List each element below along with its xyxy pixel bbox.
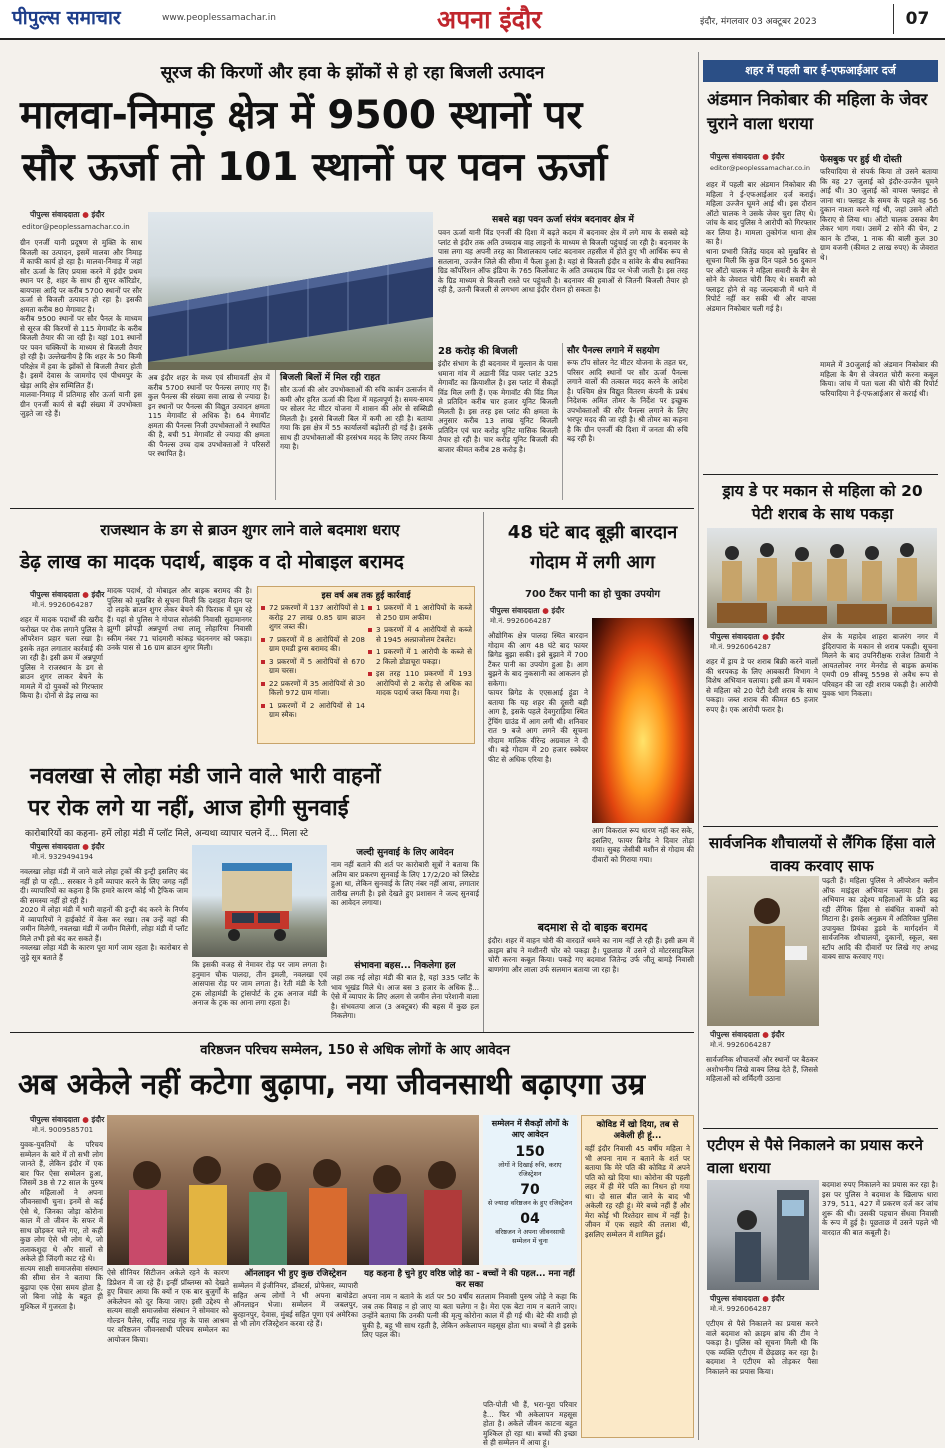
police-cleaning-photo	[707, 876, 819, 1026]
s3-debate-body: जहां तक नई लोहा मंडी की बात है, यहां 335 प्लॉट के भाव भूखंड मिले थे। आज बस 3 हजार के अधिक हैं... ऐसे में व्यापार के लिए अलग से जमीन लेना परेशानी वाला है। संभवतया आज (3 अक्टूबर) की बहस में कुछ हल निकलेगा।	[331, 973, 479, 1020]
s1-byline: पीपुल्स संवाददाता ● इंदौर	[30, 210, 105, 219]
s4-photo-caption: आग विकराल रूप धारण नहीं कर सके, इसलिए, फायर ब्रिगेड ने दिवार तोड़ा गया। सुबह जेसीबी मशीन से गोदाम की दीवारों को गिराया गया।	[592, 826, 694, 864]
s3-headline-2: पर रोक लगे या नहीं, आज होगी सुनवाई	[28, 796, 349, 821]
s2-stats-right	[368, 603, 472, 738]
s1-photo-caption: अब इंदौर शहर के मध्य एवं सीमावर्ती क्षेत्र में करीब 5700 स्थानों पर पैनल्स लगाए गए हैं। कुल पैनल्स की संख्या सवा लाख से ज्यादा है। इन स्थानों पर पैनल्स की विद्युत उत्पादन क्षमता 115 मेगावॉट से अधिक है। 64 मेगावॉट क्षमता की पैनल्स निजी उपभोक्ताओं ने स्थापित की है, बची 51 मेगावॉट से ज्यादा की क्षमता की पैनल्स उच्च दाब उपभोक्ताओं ने परिसरों पर स्थापित है।	[148, 373, 270, 458]
r2-headline: ड्राय डे पर मकान से महिला को 20 पेटी शराब के साथ पकड़ा	[722, 482, 923, 524]
s4-body-1: औद्योगिक क्षेत्र पालदा स्थित बारदान गोदाम की आग 48 घंटे बाद फायर ब्रिगेड बुझा सकी। इसे बुझाने में 700 टैंकर पानी का उपयोग हुआ है। आग बुझने के बाद नुकसानी का आकलन हो सकेगा। फायर ब्रिगेड के एएसआई हुंडा ने बताया कि यह शहर की दूसरी बड़ी आग है, इसके पहले देवगुराड़िया स्थित ट्रेंचिंग ग्राउंड में आग लगी थी। शनिवार रात 9 बजे आग लगने की सूचना गोदाम मालिक वीरेन्द्र अग्रवाल ने दी थी। बड़े गोदाम में 20 हजार स्क्वेयर फीट से अधिक एरिया है।	[488, 631, 588, 764]
s3-headline-1: नवलखा से लोहा मंडी जाने वाले भारी वाहनों	[30, 764, 381, 789]
divider	[703, 474, 938, 475]
s1-solar-heading: सौर पैनल्स लगाने में सहयोग	[567, 346, 660, 356]
s1-headline-1: मालवा-निमाड़ क्षेत्र में 9500 स्थानों पर	[20, 93, 583, 138]
list-item: 1 प्रकरणों में 2 आरोपियों से 14 ग्राम स्मैक।	[261, 701, 365, 720]
r2-byline: पीपुल्स संवाददाता ● इंदौर	[710, 632, 785, 641]
r1-body-2: मामले में 30जुलाई को अंडमान निकोबार की महिला के बैग से जेवरात चोरी करना कबूल किया। जांच में पता चला की चोरी की रिपोर्ट फरियादिया ने ई-एफआईआर से कराई थी।	[820, 360, 938, 398]
s2-kicker: राजस्थान के डग से ब्राउन शुगर लाने वाले बदमाश धराए	[100, 521, 400, 539]
s3-subheading: कारोबारियों का कहना- हमें लोहा मंडी में प्लॉट मिले, अन्यथा व्यापार चलने दें... मिला स्टे	[25, 829, 308, 839]
r1-body: शहर में पहली बार अंडमान निकोबार की महिला ने ई-एफआईआर दर्ज कराई। महिला उज्जैन घूमने आई थी। इस दौरान ऑटो चालक ने उसके जेवर चुरा लिए थे। जांच के बाद पुलिस ने आरोपी को गिरफ्तार कर लिया है। मामला तुकोगंज थाना क्षेत्र का है। थाना प्रभारी जितेंद्र यादव को मुखबिर से सूचना मिली कि कुछ दिन पहले 56 दुकान पर ऑटो चालक ने महिला सवारी के बैग से सोने के जेवरात चोरी किए थे। सवारी को फ्लाइट होने से वह जल्दबाजी में थाने में रिपोर्ट नहीं कर सकी थी और वापस अंडमान निकोबार चली गई है।	[706, 180, 816, 313]
s5-kids-body: अपना नाम न बताने के शर्त पर 50 वर्षीय सतलाम निवासी पुरुष जोड़े ने कहा कि जब तक विवाह न हो जाए या बता चलेगा न है। मेरा एक बेटा नाम न बताने जाए। उन्होंने बताया कि उनकी पत्नी की मृत्यु कोरोना काल में ही गई थी। बेटे की शादी हो चुकी है, बहू भी साथ रहती है, लेकिन अकेलापन महसूस होता था। बच्चों ने ही इसके लिए पहल की।	[362, 1292, 577, 1339]
s1-bills-box	[275, 370, 433, 500]
s4-bike-heading: बदमाश से दो बाइक बरामद	[537, 921, 648, 934]
s3-body: नवलखा लोहा मंडी में जाने वाले लोहा ट्रकों की इन्ट्री इसलिए बंद नहीं हो पा रही... सरकार ने हमें व्यापार करने के लिए जगह नहीं दी। व्यापारियों का कहना है कि हमारे कारण कोई भी ट्रैफिक जाम की समस्या नहीं हो रही है। 2020 में लोहा मंडी में भारी वाहनों की इन्ट्री बंद करने के निर्णय में व्यापारियों ने हाईकोर्ट में केस कर रखा। तब उन्हें वहां की जमीन मिलेगी, नवलखा मंडी में जमीन मिलेगी, लोहा मंडी में प्लॉट मिले तभी इसे बंद कर सकते हैं। नवलखा लोहा मंडी के कारण पूरा मार्ग जाम रहता है। कारोबार से जुड़े सूत्र बताते हैं	[20, 867, 188, 962]
s5-covid-body: वहीं इंदौर निवासी 45 वर्षीय महिला ने भी अपना नाम न बताने के शर्त पर बताया कि मेरे पति की कोविड में अपने पति को खो दिया था। कोरोना की पहली लहर में ही मेरे पति का निधन हो गया था। दो साल बीत जाने के बाद भी अकेली रह रही हूं। मेरे बच्चे नहीं हैं और मेरा कोई भी रिश्तेदार साथ में नहीं है। जीवन में एक सहारे की तलाश थी, इसलिए सम्मेलन में शामिल हुई।	[585, 1144, 690, 1239]
s5-online-body: सम्मेलन में इंजीनियर, डॉक्टर्स, प्रोफेसर, व्यापारी सहित अन्य लोगों ने भी अपना बायोडेटा ऑनलाइन भेजा। सम्मेलन में जबलपुर, बुरहानपुर, देवास, मुंबई सहित पूणा एवं अमेरिका से भी लोग रजिस्ट्रेशन करवा रहे हैं।	[233, 1281, 358, 1328]
truck-photo	[192, 845, 327, 957]
r3-mobile: मो.नं. 9926064287	[710, 1041, 772, 1049]
r1-banner: शहर में पहली बार ई-एफआईआर दर्ज	[703, 60, 938, 82]
s2-stats-box	[257, 586, 475, 744]
stat-item	[486, 1211, 574, 1245]
stat-item	[486, 1182, 574, 1207]
s3-photo-caption: कि इसकी वजह से नेमावर रोड़ पर जाम लगता है। हनुमान चौक पालदा, तीन इमली, नवलखा एवं आसपास रोड़ पर जाम लगता है। रेती मंडी के रैती ट्रक लोहामंडी के ट्रांसपोर्ट के ट्रक अनाज मंडी के अनाज के ट्रक का आना लगा रहता है।	[192, 960, 327, 1007]
r2-mobile: मो.नं. 9926064287	[710, 643, 772, 651]
r3-byline: पीपुल्स संवाददाता ● इंदौर	[710, 1030, 785, 1039]
divider	[10, 508, 694, 509]
s5-photo-caption: ऐसे सीनियर सिटीजन अकेले रहने के कारण डिप्रेशन में जा रहे हैं। इन्हीं प्रॉब्लम्स को देखते हुए विचार आया कि क्यों न एक बार बुजुर्गों के अकेलेपन को दूर किया जाए। इसी उद्देश्य से सत्यम साक्षी समाजसेवा संस्थान ने सोमवार को गोल्डन पैलेस, रवींद्र नाट्य गृह के पास आश्रम पर वरिष्ठजन जीवनसाथी परिचय सम्मेलन का आयोजन किया।	[107, 1268, 229, 1344]
r2-body-1: शहर में ड्राय डे पर शराब बिक्री करने वालों की धरपकड़ के लिए आबकारी विभाग ने विशेष अभियान चलाया। इसी क्रम में मकान से महिला को 20 पेटी देशी शराब के साथ पकड़ा। जब्त शराब की कीमत 65 हजार रुपए है। एक आरोपी फरार है।	[706, 657, 818, 714]
seniors-event-photo	[107, 1115, 479, 1265]
r4-headline: एटीएम से पैसे निकालने का प्रयास करने वाला धराया	[707, 1136, 923, 1177]
s5-kicker: वरिष्ठजन परिचय सम्मेलन, 150 से अधिक लोगों के आए आवेदन	[200, 1043, 510, 1058]
list-item: 1 प्रकरणों में 1 आरोपियों के कब्जे से 250 ग्राम अफीम।	[368, 603, 472, 622]
s2-byline: पीपुल्स संवाददाता ● इंदौर	[30, 590, 105, 599]
stat-number: 70	[520, 1182, 540, 1198]
r1-facebook-body: फरियादिया से संपर्क किया तो उसने बताया कि वह 27 जुलाई को इंदौर-उज्जैन घूमने आई थी। 30 जुलाई को वापस फ्लाइट से जाना था। फ्लाइट के समय के पहले वह 56 दुकान नाश्ता करने गई थी, जहां उसने ऑटो किराए से लिया था। ऑटो चालक उसका बैग लेकर भाग गया। उसमें 2 सोने की चेन, 2 कान के टॉप्स, 1 नाक की बाली कुल 30 ग्राम वजनी (कीमत 2 लाख रुपए) के जेवरात थे।	[820, 167, 938, 262]
s5-stats-box	[483, 1115, 577, 1265]
s4-bike-body: इंदौर। शहर में वाहन चोरी की वारदातें थमने का नाम नहीं ले रही हैं। इसी क्रम में क्राइम ब्रांच ने मशीनरी चोर को पकड़ा है। पूछताछ में उसने दो मोटरसाइकिल चोरी करना कबूल किया। पकड़े गए बदमाश जितेन्द्र उर्फ जीतू बामड़े निवासी बाणगंगा और लाला उर्फ सलमान बताया जा रहा है।	[488, 936, 694, 974]
s5-body: युवक-युवतियों के परिचय सम्मेलन के बारे में तो सभी लोग जानते हैं, लेकिन इंदौर में एक बार फिर ऐसा सम्मेलन हुआ, जिसमें 38 से 72 साल के पुरुष और महिलाओं ने अपना जीवनसाथी चुना। इनमें से कई ऐसे थे, जिनका जोड़ा कोरोना काल में तो जीवन के सफर में साथ छोड़कर चले गए, तो कहीं कुछ लोग ऐसे भी लोग थे, जो तलाकशुदा थे और सालों से अकेले ही जिंदगी काट रहे थे। सत्यम साक्षी समाजसेवा संस्थान की सीमा सेन ने बताया कि बुढ़ापा एक ऐसा समय होता है, जो बिना जोड़े के बहुत ही मुश्किल में गुजरता है।	[20, 1140, 103, 1311]
list-item: 7 प्रकरणों में 8 आरोपियों से 208 ग्राम एमडी ड्रग्स बरामद की।	[261, 635, 365, 654]
solar-panel-photo	[148, 212, 433, 370]
s3-byline: पीपुल्स संवाददाता ● इंदौर	[30, 842, 105, 851]
s3-hearing-heading: जल्दी सुनवाई के लिए आवेदन	[356, 848, 454, 858]
stat-number: 150	[515, 1144, 545, 1160]
s1-bills-body: सौर ऊर्जा की ओर उपभोक्ताओं की रुचि कार्बन उत्सर्जन में कमी और हरित ऊर्जा की दिशा में महत्वपूर्ण है। समय-समय पर सोलर नेट मीटर योजना में शासन की ओर से सब्सिडी मिलती है। इससे बिजली बिल में कमी आ रही है। बताया गया कि इस क्षेत्र में 55 कार्यालयों बढ़ोतरी हो गई है। इसके साथ ही उपभोक्ताओं की हरसंभव मदद के लिए तत्पर किया गया है।	[280, 385, 433, 451]
s1-solar-box	[562, 343, 688, 500]
s1-wind-heading: सबसे बड़ा पवन ऊर्जा संयंत्र बदनावर क्षेत्र में	[492, 215, 634, 225]
s3-hearing-box	[331, 845, 479, 957]
s2-body-col1: शहर में मादक पदार्थों की खरीद फरोख्त पर रोक लगाने पुलिस ने ऑपरेशन प्रहार चला रखा है। इसके तहत लगातार कार्रवाई की जा रही है। इसी क्रम में अन्नपूर्णा पुलिस ने राजस्थान के डग से ब्राउन शुगर लाकर बेचने के मामले में दो युवकों को गिरफ्तार किया है। दोनों से डेढ़ लाख का	[20, 615, 103, 700]
police-raid-photo	[707, 528, 937, 628]
list-item: इस तरह 110 प्रकरणों में 193 आरोपियों से 2 करोड़ से अधिक का मादक पदार्थ जब्त किया गया है।	[368, 669, 472, 698]
stat-label: से ज्यादा वरिष्ठजन के हुए रजिस्ट्रेशन	[487, 1199, 573, 1207]
s1-wind-body: पवन ऊर्जा यानी विंड एनर्जी की दिशा में बढ़ते कदम में बदनावर क्षेत्र में लगे माच के सबसे बड़े प्लांट से इंदौर तक अति उच्चदाब वाह लाइनों के माध्यम से बिजली पहुंचाई जा रही है। बदनावर के पास लगा यह अपनी तरह का विशालकाय प्लांट बदनावर तहसील में होते हुए भी आर्थिक रूप से सतलाना, उज्जैन जिले की सीमा में फैला हुआ है। यहां से बिजली इंदौर व सांवेर के बीच स्थानिका ग्रिड कॉर्पोरेशन ऑफ इंडिया के 765 किलोवाट के अति उच्चदाब ग्रिड पर भेजी जाती है। इस तरह के ग्रिड माध्यम से बिजली रास्ते पर पहुंचती है। बदनावर की हवाओं से जितनी बिजली तैयार हो रही है, उतनी बिजली से लगभग आधा इंदौर रोशन हो सकता है।	[438, 228, 688, 294]
s2-stats-left	[261, 603, 365, 738]
r3-body-2: सार्वजनिक शौचालयों और स्थानों पर बैठकर अशोभनीय लिखे वाक्य लिख देते हैं, जिससे महिलाओं को शर्मिंदगी उठाना	[706, 1055, 818, 1083]
logo[interactable]: पीपुल्स समाचार	[12, 7, 121, 29]
list-item: 3 प्रकरणों में 5 आरोपियों से 670 ग्राम चरस।	[261, 657, 365, 676]
s1-email: editor@peoplessamachar.co.in	[22, 223, 130, 231]
list-item: 1 प्रकरणों में 1 आरोपी के कब्जे से 2 किलो डोडाचूरा पकड़ा।	[368, 647, 472, 666]
stat-item	[486, 1144, 574, 1178]
s5-stats-heading: सम्मेलन में सैकड़ों लोगों के आए आवेदन	[491, 1119, 569, 1139]
s4-kicker: 700 टैंकर पानी का हो चुका उपयोग	[525, 589, 660, 600]
stat-label: लोगों ने दिखाई रुचि, कराए रजिस्ट्रेशन	[498, 1161, 562, 1178]
fire-photo	[592, 618, 694, 823]
s1-kicker: सूरज की किरणों और हवा के झोंकों से हो रहा बिजली उत्पादन	[160, 63, 545, 83]
s1-bills-heading: बिजली बिलों में मिल रही राहत	[280, 373, 381, 383]
s5-covid-heading: कोविड में खो दिया, तब से अकेली ही हूं...	[596, 1120, 679, 1141]
s1-headline-2: सौर ऊर्जा तो 101 स्थानों पर पवन ऊर्जा	[22, 145, 608, 190]
s5-covid-box	[581, 1115, 694, 1438]
s4-headline-2: गोदाम में लगी आग	[530, 552, 655, 573]
s1-body: ग्रीन एनर्जी यानी प्रदूषण से मुक्ति के साथ बिजली का उत्पादन, इसमें मालवा और निमाड़ में काफी कार्य हो रहा है। मालवा-निमाड़ में जहां सौर ऊर्जा के लिए प्रयास करने में इंदौर प्रथम स्थान पर है, शहर के साथ ही सुपर कॉरिडोर, बायपास आदि पर करीब 5700 स्थानों पर सौर ऊर्जा से बिजली उत्पादन हो रहा है। इसकी क्षमता करीब 80 मेगावाट है। करीब 9500 स्थानों पर सौर पैनल के माध्यम से सूरज की किरणों से 115 मेगावॉट के करीब बिजली तैयार की जा रही है। यहां 101 स्थानों पर पवन चक्कियों के माध्यम से बिजली तैयार हो रही है। उल्लेखनीय है कि शहर के 50 किमी परिक्षेत्र में हवा के झोंकों से बिजली तैयार होती है। इसमें देवास के जामगोद एवं पीथमपुर के खेड़ा आदि क्षेत्र सम्मिलित हैं। मालवा-निमाड़ में प्रतिमाह सौर ऊर्जा यानी इस ग्रीन एनर्जी कार्य से बढ़ी संख्या में उपभोक्ता जुड़ते जा रहे हैं।	[20, 238, 142, 418]
r4-body-1: एटीएम से पैसे निकालने का प्रयास करने वाले बदमाश को क्राइम ब्रांच की टीम ने पकड़ा है। पुलिस को सूचना मिली थी कि एक व्यक्ति एटीएम में छेड़छाड़ कर रहा है। बदमाश ने एटीएम को तोड़कर पैसा निकालने का प्रयास किया।	[706, 1319, 818, 1376]
s2-stats-heading: इस वर्ष अब तक हुई कार्रवाई	[321, 591, 411, 601]
r2-body-2: क्षेत्र के महादेव शाहरा बाजरंग नगर में इंदिरापारा के मकान से शराब पकड़ी। सूचना मिलने के बाद उपनिरीक्षक राजेश तिवारी ने आयतलोवर नगर मेनरोड से बाइक क्रमांक एमपी 09 सीक्यू 5598 से अवैध रूप से परिवहन की जा रही शराब पकड़ी है। आरोपी युवक भाग निकला।	[822, 632, 938, 698]
atm-cctv-photo	[707, 1180, 819, 1290]
s3-debate-box	[331, 958, 479, 1024]
s5-paragraph: पति-पोती भी हैं, भरा-पूरा परिवार है... फिर भी अकेलापन महसूस होता है। अकेले जीवन काटना बहुत मुश्किल हो रहा था। बच्चों की इच्छा से ही सम्मेलन में आया हूं।	[483, 1400, 577, 1447]
divider	[10, 1032, 694, 1033]
s3-debate-heading: संभावना बहस... निकलेगा हल	[354, 961, 456, 971]
s3-mobile: मो.नं. 9329494194	[32, 853, 94, 861]
dateline: इंदौर, मंगलवार 03 अक्टूबर 2023	[700, 17, 817, 27]
s2-mobile: मो.नं. 9926064287	[32, 601, 94, 609]
stat-label: वरिष्ठजन ने अपना जीवनसाथी सम्मेलन में चुना	[495, 1228, 565, 1245]
s5-byline: पीपुल्स संवाददाता ● इंदौर	[30, 1115, 105, 1124]
r1-facebook-heading: फेसबुक पर हुई थी दोस्ती	[820, 155, 902, 165]
stat-number: 04	[520, 1211, 540, 1227]
s5-mobile: मो.नं. 9009585701	[32, 1126, 94, 1134]
r4-byline: पीपुल्स संवाददाता ● इंदौर	[710, 1294, 785, 1303]
list-item: 22 प्रकरणों में 35 आरोपियों से 30 किलो 972 ग्राम गांजा।	[261, 679, 365, 698]
r4-body-2: बदमाश रुपए निकालने का प्रयास कर रहा है। इस पर पुलिस ने बदमाश के खिलाफ धारा 379, 511, 427 में प्रकरण दर्ज कर जांच शुरू की थी। उसकी पहचान सेंधवा निवासी के रूप में हुई है। पूछताछ में उसने पहले भी वारदात की बात कबूली है।	[822, 1180, 938, 1237]
divider	[698, 52, 699, 1440]
r3-body-1: पढ़ती हैं। महिला पुलिस ने ऑपरेशन क्लीन ऑफ माइंड्स अभियान चलाया है। इस अभियान का उद्देश्य महिलाओं के प्रति बढ़ रही लैंगिक हिंसा से संबंधित वाक्यों को मिटाना है। इसके अनुक्रम में अतिरिक्त पुलिस उपायुक्त प्रियंका डुडवे के मार्गदर्शन में सार्वजनिक शौचालयों, दुकानों, स्कूल, बस स्टॉप आदि की दीवारों पर लिखे गए अभद्र वाक्य साफ करवाए गए।	[822, 876, 938, 961]
s5-kids-heading: यह कहना है चुने हुए वरिष्ठ जोड़े का - बच्चों ने की पहल... मना नहीं कर सका	[364, 1269, 575, 1290]
s3-hearing-body: नाम नहीं बताने की शर्त पर कारोबारी सूत्रों ने बताया कि अतिम बार प्रकरण सुनवाई के लिए 17/2/20 को लिस्टेड हुआ था, लेकिन सुनवाई के लिए नंबर नहीं आया, लगातार तारीख लगती है। इसे देखते हुए प्रशासन ने जल्द सुनवाई का आवेदन लगाया।	[331, 860, 479, 907]
r1-headline: अंडमान निकोबार की महिला के जेवर चुराने वाला धराया	[707, 90, 928, 133]
list-item: 3 प्रकरणों में 4 आरोपियों से कब्जे से 1945 अल्प्राजोलम टेबलेट।	[368, 625, 472, 644]
r3-headline: सार्वजनिक शौचालयों से लैंगिक हिंसा वाले वाक्य करवाए साफ	[708, 834, 936, 875]
r1-byline: पीपुल्स संवाददाता ● इंदौर	[710, 152, 785, 161]
s1-wind-box	[438, 212, 688, 340]
s4-byline: पीपुल्स संवाददाता ● इंदौर	[490, 606, 565, 615]
section-title: अपना इंदौर	[437, 5, 542, 34]
s5-headline: अब अकेले नहीं कटेगा बुढ़ापा, नया जीवनसाथी बढ़ाएगा उम्र	[18, 1067, 646, 1101]
s2-headline: डेढ़ लाख का मादक पदार्थ, बाइक व दो मोबाइल बरामद	[20, 551, 404, 573]
r1-email: editor@peoplessamachar.co.in	[710, 164, 810, 172]
list-item: 72 प्रकरणों में 137 आरोपियों से 1 करोड़ 27 लाख 0.85 ग्राम ब्राउन शुगर जब्त की।	[261, 603, 365, 632]
s2-body-col2: मादक पदार्थ, दो मोबाइल और बाइक बरामद की है। पुलिस को मुखबिर से सूचना मिली कि दशहरा मैदान पर दो लड़के ब्राउन शुगर लेकर बेचने की फिराक में घूम रहे हैं। यहां से पुलिस ने गोपाल सोलंकी निवासी सुदामानगर झुग्गी झोपड़ी अन्नपूर्णा तथा लालू लोहारिया निवासी स्कीम नंबर 71 चांदमारी कांकड़ चंदननगर को पकड़ा। उनके पास से 16 ग्राम ब्राउन शुगर मिली।	[107, 586, 252, 652]
r1-facebook-box	[820, 152, 938, 357]
s5-online-heading: ऑनलाइन भी हुए कुछ रजिस्ट्रेशन	[244, 1269, 347, 1279]
masthead	[0, 0, 945, 40]
divider	[483, 512, 484, 1032]
s1-c28-box	[438, 343, 558, 500]
s4-headline-1: 48 घंटे बाद बूझी बारदान	[507, 522, 678, 543]
page-number: 07	[893, 4, 941, 34]
s1-c28-heading: 28 करोड़ की बिजली	[438, 346, 518, 357]
s1-solar-body: रूफ टॉप सोलर नेट मीटर योजना के तहत घर, परिसर आदि स्थानों पर सौर ऊर्जा पैनल्स लगाने वालों की तत्काल मदद करने के आदेश है। पश्चिम क्षेत्र विद्युत वितरण कंपनी के प्रबंध निदेशक अमित तोमर के निर्देश पर इच्छुक उपभोक्ताओं की सौर पैनल्स लगाने के लिए भरपूर मदद की जा रही है। श्री तोमर का कहना है कि ग्रीन एनर्जी की दिशा में जनता की रुचि बढ़ रही है।	[567, 358, 688, 443]
divider	[703, 1128, 938, 1129]
r4-mobile: मो.नं. 9926064287	[710, 1305, 772, 1313]
site-url[interactable]: www.peoplessamachar.in	[162, 13, 276, 23]
divider	[703, 826, 938, 827]
s5-online-box	[233, 1268, 358, 1438]
s4-mobile: मो.नं. 9926064287	[490, 617, 552, 625]
s1-c28-body: इंदौर संभाग के ही बदनावर में मुल्तान के पास धमाना गांव में अडानी विंड पावर प्लांट 325 मेगावॉट का क्रियाशील है। इस प्लांट में सैकड़ों विंड मिल लगी हैं। एक मेगावॉट की विंड मिल से प्रतिदिन करीब चार हजार यूनिट बिजली मिलती है। इस तरह इस प्लांट की क्षमता के अनुसार करीब 13 लाख यूनिट बिजली प्रतिदिन एवं चार करोड़ यूनिट मासिक बिजली तैयार हो रही है। चार करोड़ यूनिट बिजली की बाजार कीमत करीब 28 करोड़ है।	[438, 359, 558, 454]
